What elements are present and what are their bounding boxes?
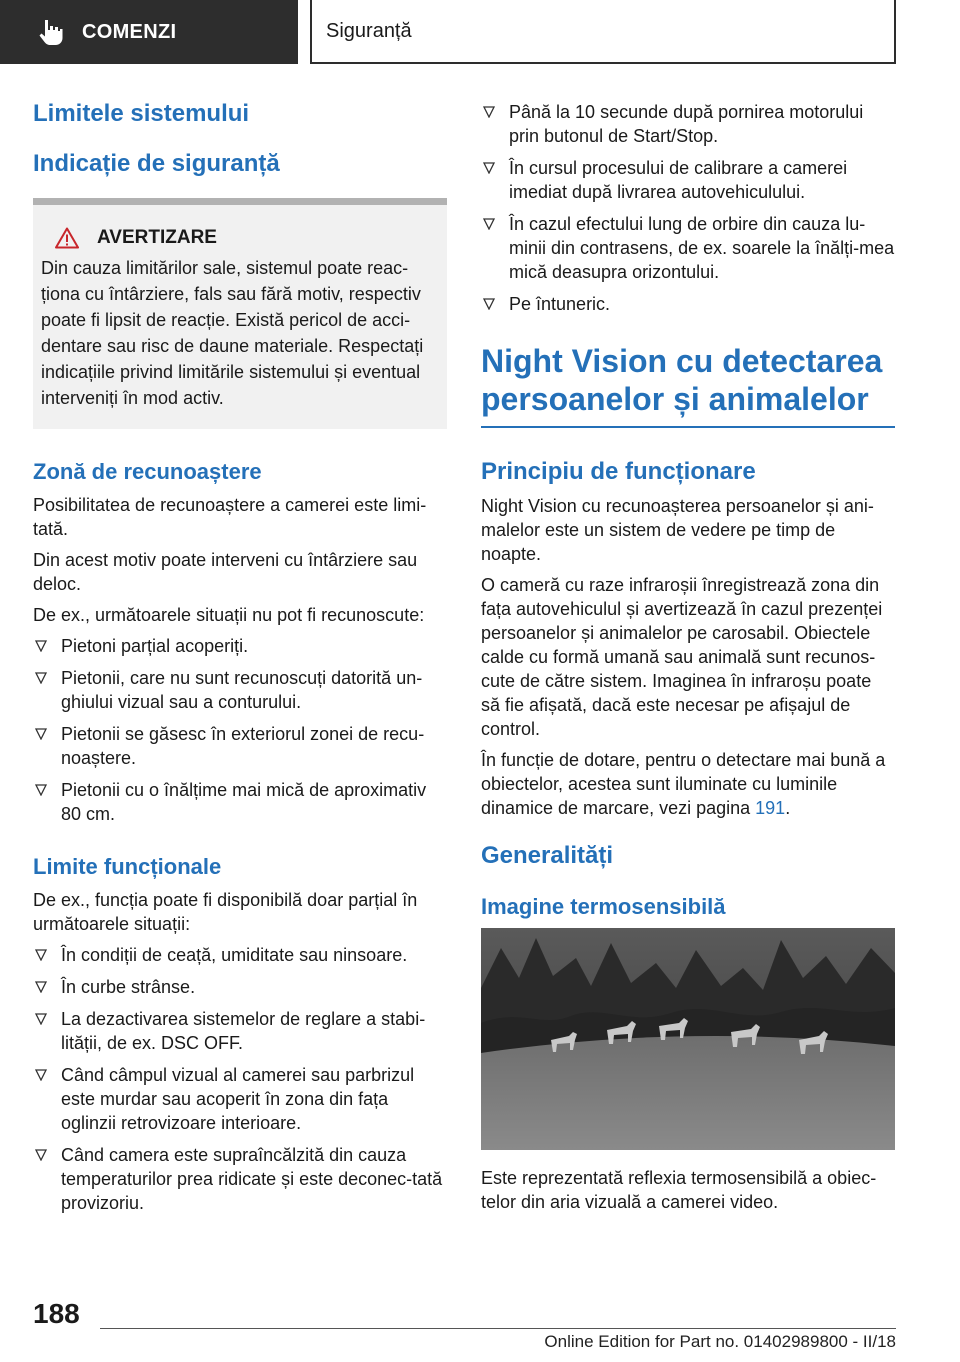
list-item-text: Până la 10 secunde după pornirea motorului prin butonul de Start/Stop. (509, 102, 864, 146)
thermal-image-heading: Imagine termosensibilă (481, 894, 726, 919)
warning-title: AVERTIZARE (97, 227, 217, 248)
paragraph-text: . (785, 798, 791, 818)
safety-heading: Indicație de siguranță (33, 150, 280, 177)
hand-pointer-icon (36, 17, 66, 47)
bullet-triangle-icon (35, 949, 47, 961)
footer-divider (100, 1328, 896, 1329)
general-heading: Generalități (481, 842, 614, 869)
bullet-triangle-icon (483, 218, 495, 230)
list-item (33, 1063, 447, 1135)
right-column (481, 100, 895, 1221)
paragraph: Posibilitatea de recunoaștere a camerei este limi-tată. (33, 495, 427, 539)
list-item (33, 666, 447, 714)
bullet-triangle-icon (483, 106, 495, 118)
list-item-text: În cazul efectului lung de orbire din cauza lu-minii din contrasens, de ex. soarele la înălți-mea mică deasupra orizontului. (509, 214, 895, 282)
list-item (33, 1143, 447, 1215)
functional-limits-list (33, 943, 447, 1215)
warning-text: Din cauza limitărilor sale, sistemul poate reac-ționa cu întârziere, fals sau fără motiv, respectiv poate fi lipsit de reacție. Există pericol de acci-dentare sau risc de daune materiale. Respectați indicațiile privind limitările sistemului și eventual interveniți în mod activ. (41, 258, 424, 408)
list-item-text: Pietonii se găsesc în exteriorul zonei de recu-noaștere. (61, 724, 425, 768)
list-item-text: În condiții de ceață, umiditate sau ninsoare. (61, 945, 408, 965)
situations-list (481, 100, 895, 316)
list-item (33, 1007, 447, 1055)
bullet-triangle-icon (35, 728, 47, 740)
list-item (33, 943, 447, 967)
paragraph: De ex., funcția poate fi disponibilă doar parțial în următoarele situații: (33, 890, 418, 934)
paragraph (481, 748, 895, 820)
limits-heading: Limitele sistemului (33, 100, 250, 127)
thermal-image-illustration (481, 928, 895, 1150)
list-item-text: Când camera este supraîncălzită din cauza temperaturilor prea ridicate și este deconec-tată provizoriu. (61, 1145, 443, 1213)
bullet-triangle-icon (483, 298, 495, 310)
page-number: 188 (33, 1298, 80, 1329)
bullet-triangle-icon (483, 162, 495, 174)
bullet-triangle-icon (35, 1013, 47, 1025)
paragraph-text: În funcție de dotare, pentru o detectare mai bună a obiectelor, acestea sunt iluminate cu luminile dinamice de marcare, vezi pagina (481, 750, 886, 818)
thermal-image-caption: Este reprezentată reflexia termosensibilă a obiec-telor din aria vizuală a camerei video. (481, 1168, 877, 1212)
functional-limits-heading: Limite funcționale (33, 854, 222, 879)
list-item (33, 975, 447, 999)
warning-triangle-icon (55, 227, 79, 249)
list-item-text: Pietoni parțial acoperiți. (61, 636, 249, 656)
bullet-triangle-icon (35, 1069, 47, 1081)
paragraph: O cameră cu raze infraroșii înregistrează zona din fața autovehiculul și avertizează în cazul prezenței persoanelor și animalelor pe carosabil. Obiectele calde cu formă umană sau animală sunt recunos-cute de către sistem. Imaginea în infraroșu poate să fie afișată, dacă este necesar pe afișajul de control. (481, 575, 883, 739)
section-title: Siguranță (326, 20, 412, 42)
chapter-tab[interactable] (0, 0, 298, 64)
list-item (481, 212, 895, 284)
list-item (33, 778, 447, 826)
list-item-text: La dezactivarea sistemelor de reglare a stabi-lității, de ex. DSC OFF. (61, 1009, 426, 1053)
chapter-tab-label: COMENZI (82, 20, 177, 43)
list-item-text: În curbe strânse. (61, 977, 196, 997)
list-item (481, 100, 895, 148)
recognition-list (33, 634, 447, 826)
list-item-text: Pietonii cu o înălțime mai mică de aproximativ 80 cm. (61, 780, 427, 824)
paragraph: De ex., următoarele situații nu pot fi recunoscute: (33, 605, 425, 625)
list-item (481, 156, 895, 204)
list-item-text: Când câmpul vizual al camerei sau parbrizul este murdar sau acoperit în zona din fața oglinzii retrovizoare interioare. (61, 1065, 415, 1133)
list-item (33, 634, 447, 658)
warning-box (33, 198, 447, 429)
list-item (481, 292, 895, 316)
bullet-triangle-icon (35, 981, 47, 993)
paragraph: Din acest motiv poate interveni cu întârziere sau deloc. (33, 550, 418, 594)
footer-edition: Online Edition for Part no. 01402989800 - II/18 (544, 1332, 896, 1351)
paragraph: Night Vision cu recunoașterea persoanelor și ani-malelor este un sistem de vedere pe timp de noapte. (481, 496, 874, 564)
list-item-text: Pietonii, care nu sunt recunoscuți datorită un-ghiului vizual sau a conturului. (61, 668, 423, 712)
left-column (33, 100, 447, 1243)
bullet-triangle-icon (35, 640, 47, 652)
bullet-triangle-icon (35, 784, 47, 796)
bullet-triangle-icon (35, 672, 47, 684)
chapter-main-heading: Night Vision cu detectarea persoanelor și animalelor (481, 342, 895, 428)
list-item-text: Pe întuneric. (509, 294, 611, 314)
recognition-heading: Zonă de recunoaștere (33, 459, 262, 484)
section-header (310, 0, 896, 64)
principle-heading: Principiu de funcționare (481, 458, 756, 485)
page-reference-link[interactable]: 191 (755, 798, 786, 818)
list-item (33, 722, 447, 770)
bullet-triangle-icon (35, 1149, 47, 1161)
list-item-text: În cursul procesului de calibrare a camerei imediat după livrarea autovehiculului. (509, 158, 848, 202)
